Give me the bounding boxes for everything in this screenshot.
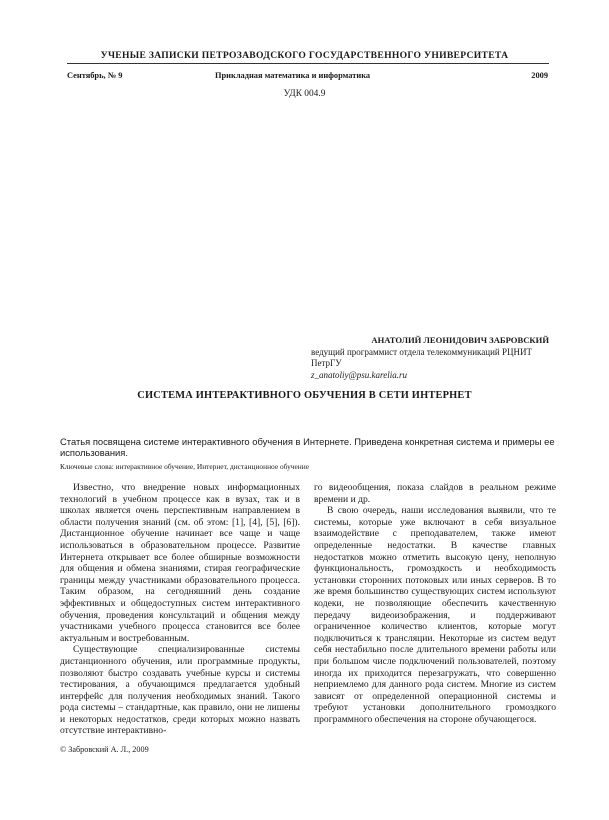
paragraph: В свою очередь, наши исследования выявили, что те системы, которые уже включают в себя визуальное взаимодействие с преподавателем, также имеют определенные недостатки. В качестве главных недостатков можно отметить высокую цену, неполную функциональность, громоздкость и необходимость установки сторонних потоковых или иных серверов. В то же время большинство существующих систем используют кодеки, не позволяющие обеспечить качественную передачу видеоизображения, и поддерживают ограниченное количество клиентов, которые могут подключиться к трансляции. Некоторые из систем ведут себя нестабильно после длительного времени работы или при большом числе подключений пользователей, поэтому иногда их приходится перезагружать, что совершенно неприемлемо для данного рода систем. Многие из систем зависят от определенной операционной системы и требуют установки дополнительного громоздкого программного обеспечения на стороне обучающегося. [314,505,556,725]
paragraph: Известно, что внедрение новых информационных технологий в учебном процессе как в вузах, так и в школах является очень перспективным направлением в области получения знаний (см. об этом: [1], [4], [5], [6]). Дистанционное обучение начинает все чаще и чаще использоваться в образовательном процессе. Развитие Интернета открывает все более обширные возможности для общения и обмена знаниями, стирая географические границы между участниками образовательного процесса. Таким образом, на сегодняшний день создание эффективных и общедоступных систем интерактивного обучения, проведения консультаций и общения между участниками учебного процесса становится все более актуальным и востребованным. [60,482,300,644]
year-label: 2009 [531,71,548,80]
body-column-left [60,482,300,737]
author-position: ведущий программист отдела телекоммуникаций РЦНИТ [311,347,532,357]
section-label: Прикладная математика и информатика [215,71,371,80]
body-column-right [314,482,556,725]
abstract: Статья посвящена системе интерактивного обучения в Интернете. Приведена конкретная система и примеры ее использования. [60,436,555,459]
copyright: © Забровский А. Л., 2009 [60,745,149,754]
author-org: ПетрГУ [311,358,342,368]
journal-title: УЧЕНЫЕ ЗАПИСКИ ПЕТРОЗАВОДСКОГО ГОСУДАРСТВЕННОГО УНИВЕРСИТЕТА [100,50,509,61]
keywords: Ключевые слова: интерактивное обучение, Интернет, дистанционное обучение [60,462,309,471]
udk-code: УДК 004.9 [283,89,326,99]
author-email: z_anatoliy@psu.karelia.ru [311,370,407,380]
author-name: АНАТОЛИЙ ЛЕОНИДОВИЧ ЗАБРОВСКИЙ [371,335,549,345]
article-title: СИСТЕМА ИНТЕРАКТИВНОГО ОБУЧЕНИЯ В СЕТИ ИНТЕРНЕТ [137,390,472,401]
header-rule [67,63,549,64]
issue-label: Сентябрь, № 9 [67,71,123,80]
paragraph: го видеообщения, показа слайдов в реальном режиме времени и др. [314,482,556,505]
paragraph: Существующие специализированные системы дистанционного обучения, или программные продукты, позволяют быстро создавать учебные курсы и системы тестирования, а обучающимся предлагается удобный интерфейс для получения необходимых знаний. Такого рода системы – стандартные, как правило, они не лишены и некоторых недостатков, среди которых можно назвать отсутствие интерактивно- [60,644,300,737]
